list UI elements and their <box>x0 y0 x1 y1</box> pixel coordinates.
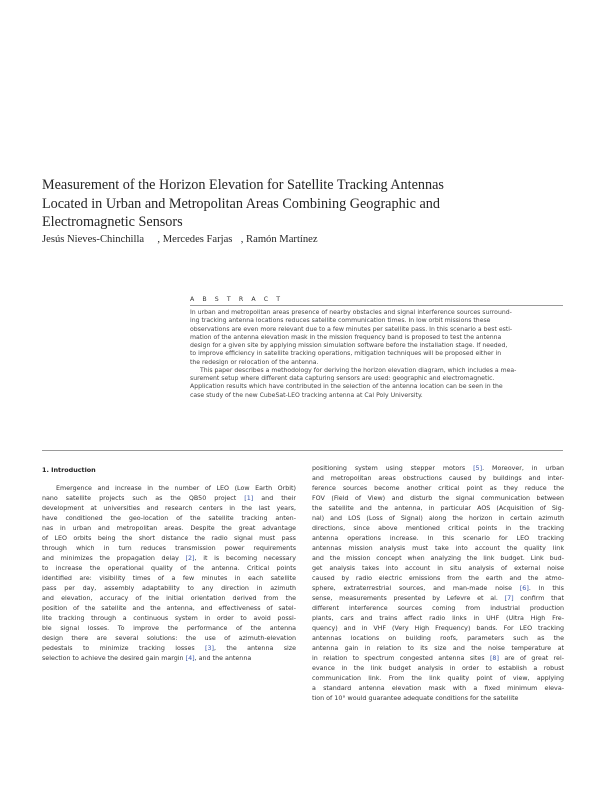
text-line: through which in turn reduces transmission power requirements <box>42 545 296 552</box>
citation-link[interactable]: [7] <box>504 595 514 602</box>
title-line: Located in Urban and Metropolitan Areas Combining Geographic and <box>42 195 440 212</box>
text-line: a standard antenna elevation mask with a fixed minimum eleva- <box>312 685 564 692</box>
text-line: identified are: visibility times of a few minutes in each satellite <box>42 575 296 582</box>
left-column <box>42 484 296 664</box>
text-line: communication link. From the link quality point of view, applying <box>312 675 564 682</box>
text-line: different interference sources coming from industrial production <box>312 605 564 612</box>
text-line: and minimizes the propagation delay [2], it is becoming necessary <box>42 555 296 562</box>
text-line: the satellite and the antenna, in particular AOS (Acquisition of Sig- <box>312 505 564 512</box>
text-line: have conditioned the geo-location of the satellite tracking anten- <box>42 515 296 522</box>
text-line: antenna gain in relation to its size and the noise temperature at <box>312 645 564 652</box>
right-column <box>312 464 564 704</box>
abstract-line: ing tracking antenna locations reduces satellite communication times. In low orbit missions these <box>190 317 491 325</box>
text-line: to increase the operational quality of the antenna. Critical points <box>42 565 296 572</box>
paper-title <box>42 176 512 232</box>
author-name[interactable]: Jesús Nieves-Chinchilla <box>42 234 145 245</box>
title-line: Electromagnetic Sensors <box>42 214 183 231</box>
text-line: quency) and in VHF (Very High Frequency) bands. For LEO tracking <box>312 625 564 632</box>
text-line: of LEO orbits being the short distance the radio signal must pass <box>42 535 296 542</box>
text-line: evance in the link budget analysis in order to establish a robust <box>312 665 564 672</box>
author-list <box>42 234 318 245</box>
text-line: design there are several solutions: the use of azimuth-elevation <box>42 635 296 642</box>
text-line: positioning system using stepper motors [5]. Moreover, in urban <box>312 465 564 472</box>
citation-link[interactable]: [2] <box>185 555 195 562</box>
citation-link[interactable]: [3] <box>205 645 215 652</box>
title-line: Measurement of the Horizon Elevation for Satellite Tracking Antennas <box>42 177 444 193</box>
abstract-line: Application results which have contributed in the selection of the antenna location can be seen in the <box>190 383 503 391</box>
abstract-paragraph <box>190 309 563 367</box>
abstract-line: mation of the antenna elevation mask in the mission frequency band is proposed to test the antenna <box>190 333 502 341</box>
text-line: pass per day, assembly adaptability to any direction in azimuth <box>42 585 296 592</box>
author-name[interactable]: , Ramón Martínez <box>240 234 318 245</box>
text-line: caused by radio electric emissions from the earth and the atmo- <box>312 575 564 582</box>
text-line: sphere, extraterrestrial sources, and man-made noise [6]. In this <box>312 585 564 592</box>
text-line: in relation to spectrum congested antenna sites [8] are of great rel- <box>312 655 564 662</box>
text-line: ble signal losses. To improve the performance of the antenna <box>42 625 296 632</box>
text-line: plants, cars and trains affect radio links in UHF (Ultra High Fre- <box>312 615 564 622</box>
section-heading: 1. Introduction <box>42 466 96 474</box>
text-line: antennas locations on building roofs, parameters such as the <box>312 635 564 642</box>
section-divider <box>42 450 563 451</box>
author-name[interactable]: , Mercedes Farjas <box>157 234 233 245</box>
text-line: ference sources become another critical point as they reduce the <box>312 485 564 492</box>
abstract-paragraph <box>190 367 563 400</box>
text-line: FOV (Field of View) and disturb the signal communication between <box>312 495 564 502</box>
text-line: development at universities and research centers in the last years, <box>42 505 296 512</box>
abstract-line: surement setup where different data capturing sensors are used: geographic and electromagnetic. <box>190 375 495 382</box>
text-line: and elevation, accuracy of the initial orientation derived from the <box>42 595 296 602</box>
text-line: sense, measurements presented by Lefevre et al. [7] confirm that <box>312 595 564 602</box>
citation-link[interactable]: [6] <box>519 585 529 592</box>
abstract-line: In urban and metropolitan areas presence of nearby obstacles and signal interference sources surround- <box>190 309 512 316</box>
abstract-line: This paper describes a methodology for deriving the horizon elevation diagram, which includes a mea- <box>200 366 517 374</box>
citation-link[interactable]: [1] <box>244 495 254 502</box>
text-line: antennas mission analysis must take into account the quality link <box>312 545 564 552</box>
text-line: selection to achieve the desired gain margin [4], and the antenna <box>42 655 252 662</box>
citation-link[interactable]: [8] <box>489 655 499 662</box>
abstract-line: observations are even more relevant due to a few minutes per satellite pass. In this scenario a best esti- <box>190 325 513 333</box>
abstract-line: design for a given site by applying mission simulation software before the installation stage. If needed, <box>190 342 508 349</box>
text-line: nano satellite projects such as the QB50 project [1] and their <box>42 495 296 502</box>
abstract-heading: A B S T R A C T <box>190 296 284 303</box>
text-line: and the mission concept when analyzing the link budget. Link bud- <box>312 555 564 562</box>
abstract-divider <box>190 305 563 306</box>
abstract-body <box>190 309 563 400</box>
text-line: get analysis takes into account in situ analysis of external noise <box>312 565 564 572</box>
text-line: tion of 10° would guarantee adequate conditions for the satellite <box>312 695 519 702</box>
text-line: position of the satellite and the antenna, and effectiveness of satel- <box>42 605 296 612</box>
text-line: pedestals to minimize tracking losses [3], the antenna size <box>42 645 296 652</box>
text-line: antenna operations increase. In this scenario for LEO tracking <box>312 535 564 542</box>
text-line: Emergence and increase in the number of LEO (Low Earth Orbit) <box>56 485 296 492</box>
abstract-line: case study of the new CubeSat-LEO tracking antenna at Cal Poly University. <box>190 391 423 399</box>
text-line: nas in urban and metropolitan areas. Despite the great advantage <box>42 525 296 532</box>
text-line: and metropolitan areas obstructions caused by buildings and inter- <box>312 475 564 482</box>
text-line: lite tracking through a continuous system in order to avoid possi- <box>42 615 296 622</box>
citation-link[interactable]: [5] <box>473 465 483 472</box>
abstract-line: the redesign or relocation of the antenna. <box>190 358 319 366</box>
text-line: nal) and LOS (Loss of Signal) along the horizon in certain azimuth <box>312 515 564 522</box>
text-line: directions, since above mentioned critical points in the tracking <box>312 525 564 532</box>
citation-link[interactable]: [4] <box>185 655 195 662</box>
abstract-line: to improve efficiency in satellite tracking operations, mitigation techniques will be proposed either in <box>190 350 502 358</box>
